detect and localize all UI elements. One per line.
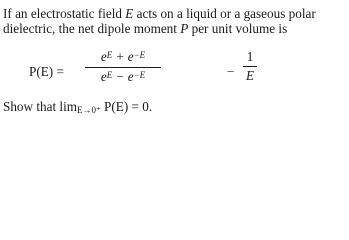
limit-subscript: E→0⁺ [77, 105, 101, 115]
statement-line-2 [3, 21, 347, 36]
dipole-symbol: P [180, 21, 189, 36]
statement-line-1 [3, 6, 347, 21]
main-fraction [85, 50, 161, 85]
fraction-bar [85, 67, 161, 68]
equation-lhs: P(E) = [29, 64, 64, 79]
reciprocal-fraction [243, 50, 257, 83]
statement-text: per unit volume is [188, 21, 288, 36]
statement-text: If an electrostatic field [3, 6, 126, 21]
field-symbol: E [125, 6, 134, 21]
minus-sign: − [227, 64, 235, 79]
reciprocal-numerator: 1 [246, 49, 254, 64]
fraction-bar [243, 66, 257, 67]
statement-text: dielectric, the net dipole moment [3, 21, 181, 36]
task-statement: Show that $\lim_{E\to 0^+} P(E) = 0$. [3, 99, 153, 115]
main-fraction-numerator: $e^E + e^{-E}$ [100, 49, 146, 64]
statement-text: acts on a liquid or a gaseous polar [133, 6, 316, 21]
reciprocal-denominator: E [245, 68, 255, 83]
problem-statement [3, 6, 347, 36]
main-fraction-denominator: $e^E - e^{-E}$ [100, 69, 146, 84]
